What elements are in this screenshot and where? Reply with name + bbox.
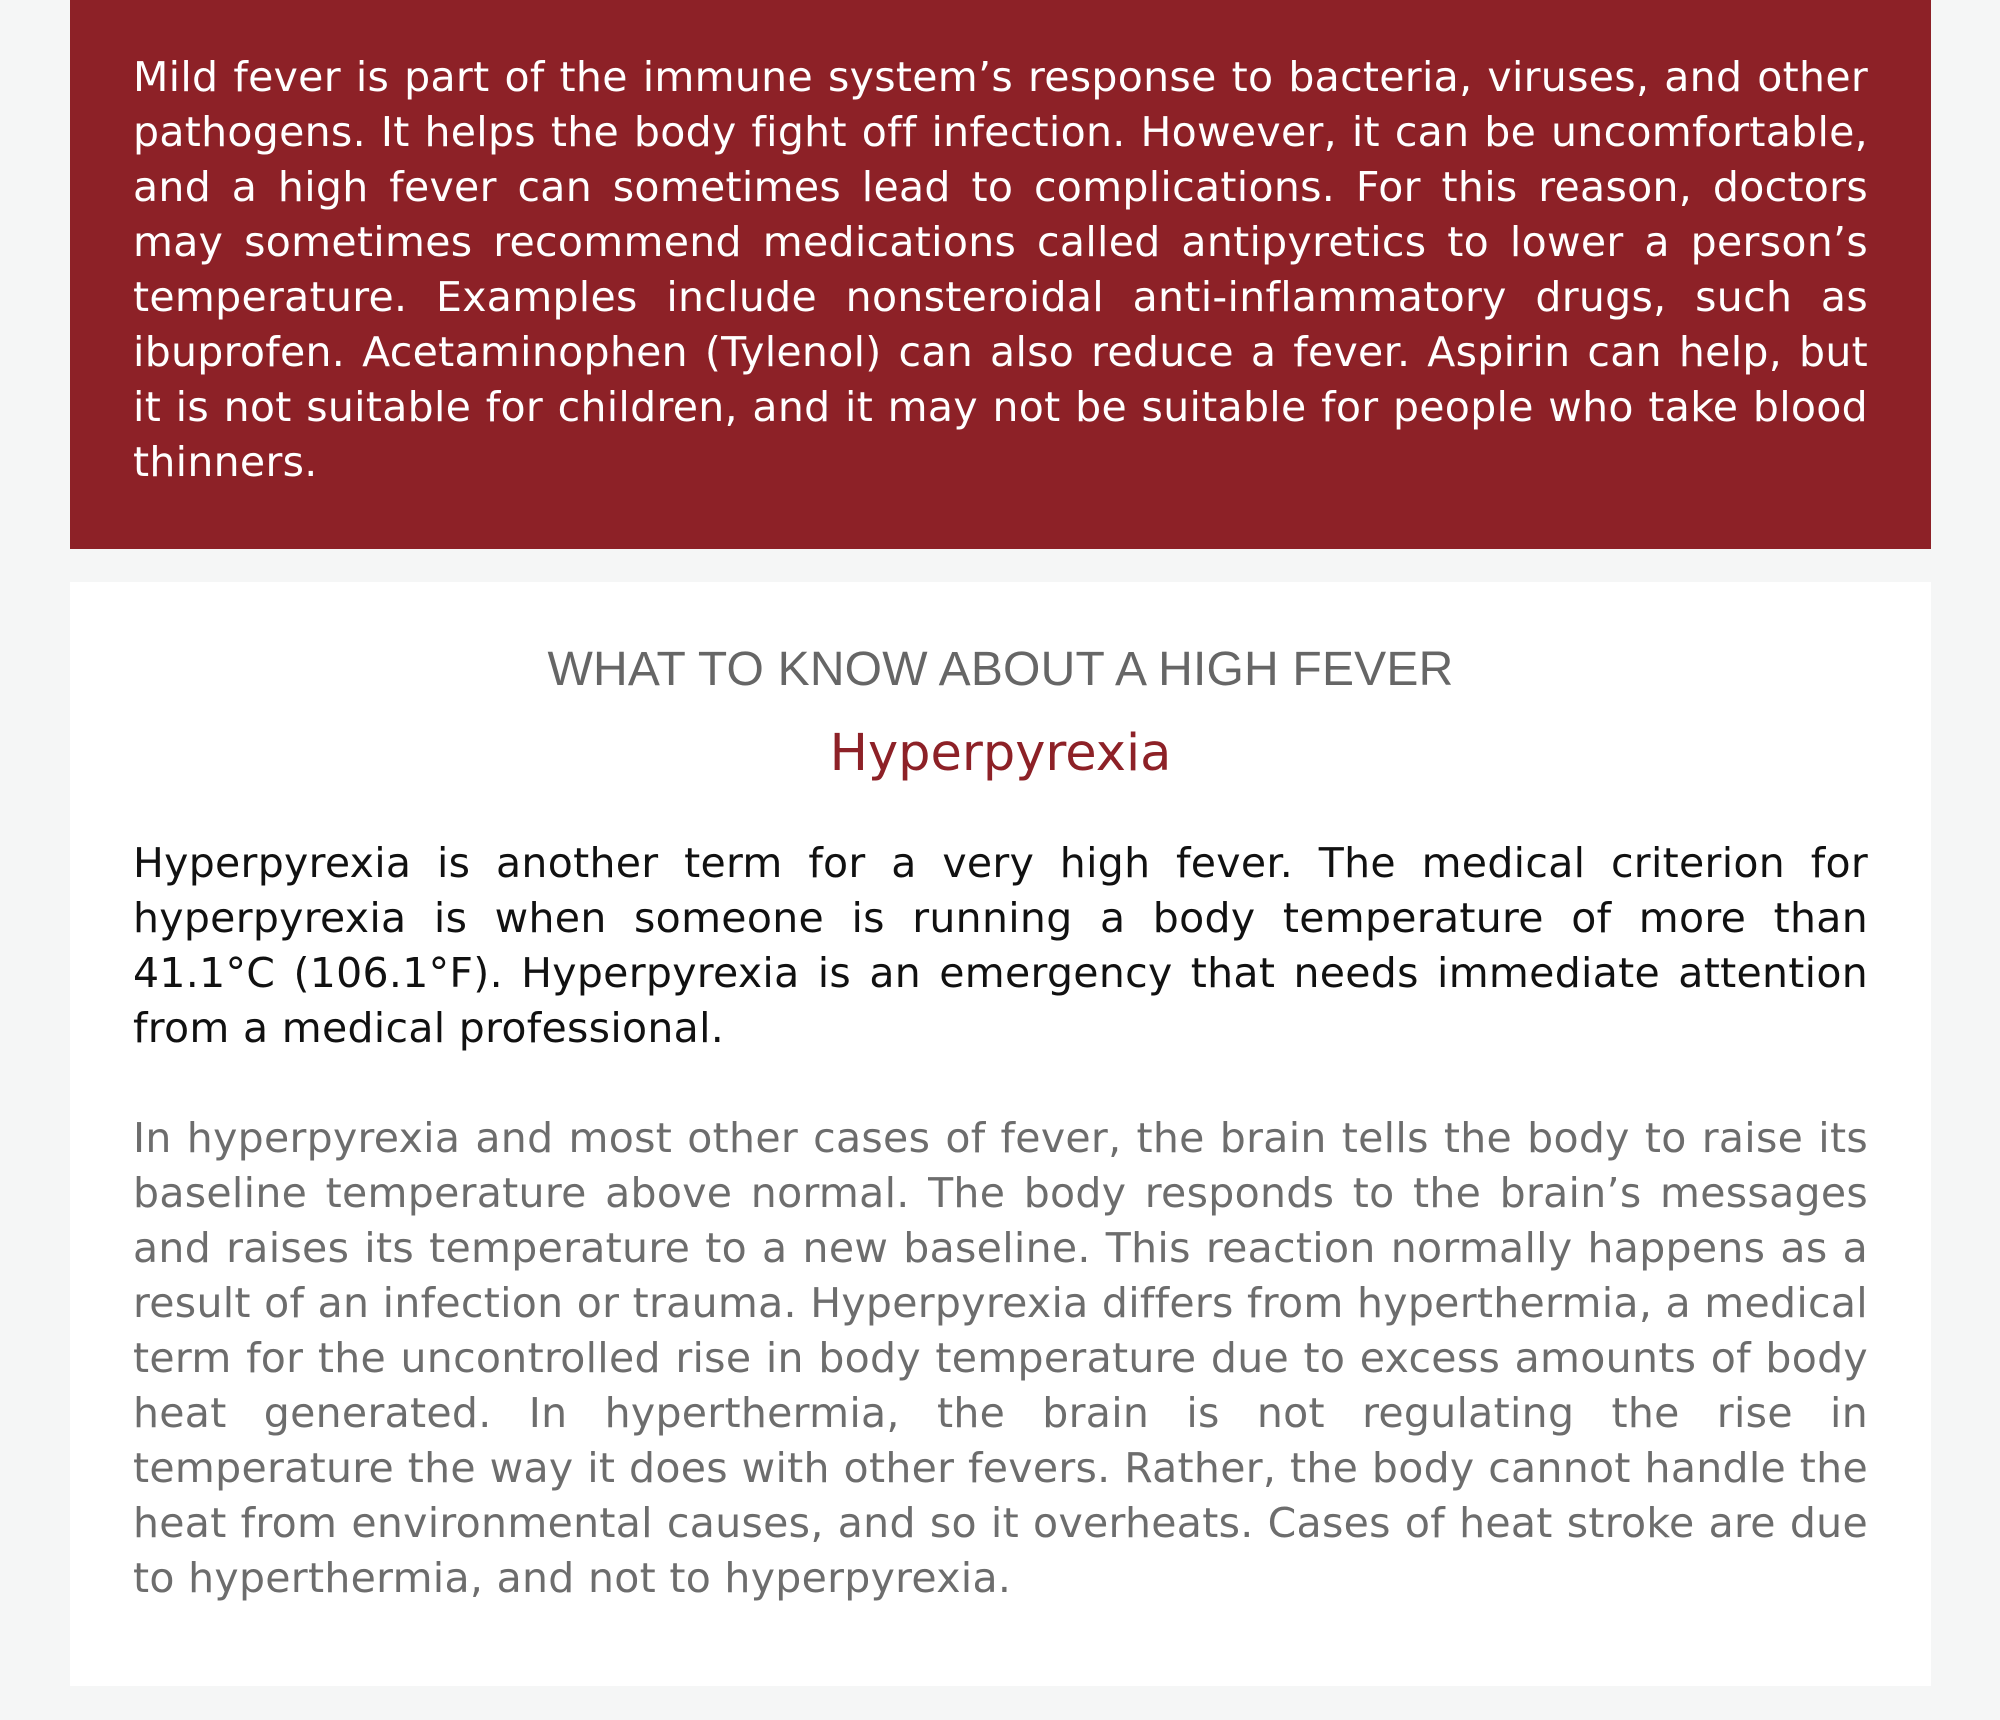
intro-paragraph: Mild fever is part of the immune system’s response to bacteria, viruses, and other pathogens. It helps the body fight off infection. However, it can be uncomfortable, and a high fever can sometimes lead to complications. For this reason, doctors may sometimes recommend medications called antipyretics to lower a person’s temperature. Examples include nonsteroidal anti-inflammatory drugs, such as ibuprofen. Acetaminophen (Tylenol) can also reduce a fever. Aspirin can help, but it is not suitable for children, and it may not be suitable for people who take blood thinners. [133, 53, 1868, 486]
section-heading: WHAT TO KNOW ABOUT A HIGH FEVER [547, 643, 1454, 696]
intro-card [70, 0, 1931, 549]
high-fever-card [70, 582, 1931, 1686]
body-paragraph: In hyperpyrexia and most other cases of fever, the brain tells the body to raise its baseline temperature above normal. The body responds to the brain’s messages and raises its temperature to a new baseline. This reaction normally happens as a result of an infection or trauma. Hyperpyrexia differs from hyperthermia, a medical term for the uncontrolled rise in body temperature due to excess amounts of body heat generated. In hyperthermia, the brain is not regulating the rise in temperature the way it does with other fevers. Rather, the body cannot handle the heat from environmental causes, and so it overheats. Cases of heat stroke are due to hyperthermia, and not to hyperpyrexia. [133, 1114, 1868, 1602]
subheading-hyperpyrexia: Hyperpyrexia [829, 724, 1172, 783]
lead-paragraph: Hyperpyrexia is another term for a very high fever. The medical criterion for hyperpyrexia is when someone is running a body temperature of more than 41.1°C (106.1°F). Hyperpyrexia is an emergency that needs immediate attention from a medical professional. [133, 839, 1868, 1052]
